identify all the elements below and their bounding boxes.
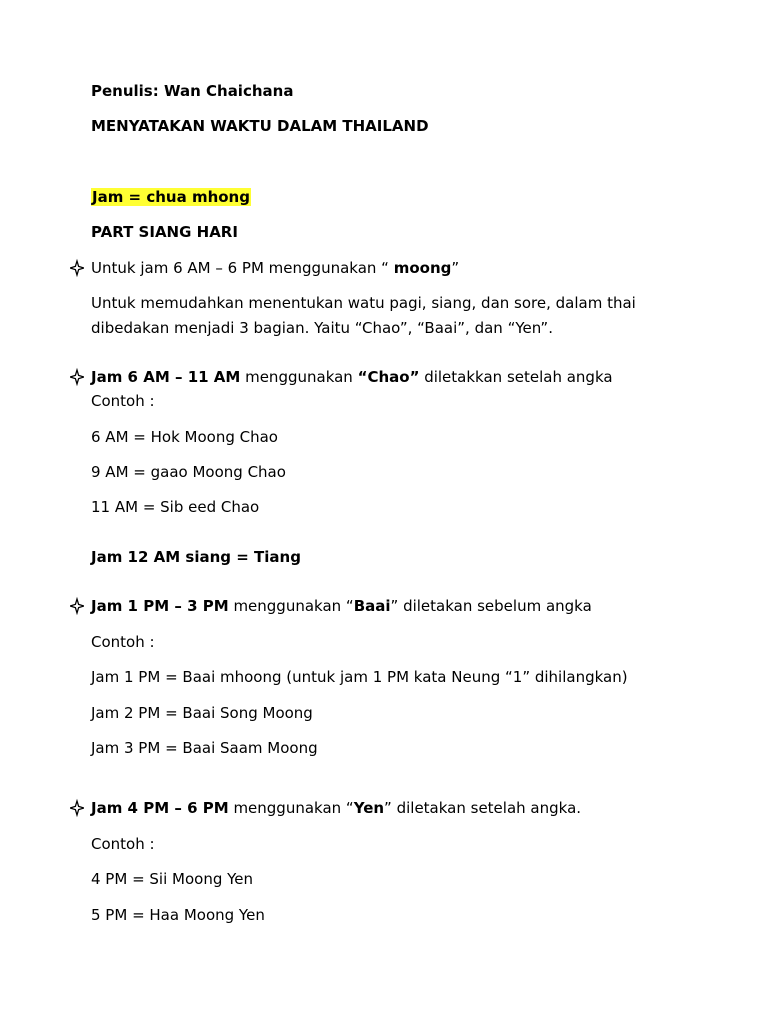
yen-example: 4 PM = Sii Moong Yen (91, 870, 254, 888)
chao-bullet (91, 367, 613, 387)
highlighted-text: Jam = chua mhong (92, 188, 250, 206)
baai-mid: menggunakan “ (228, 597, 354, 615)
intro-para-line-1: Untuk memudahkan menentukan watu pagi, siang, dan sore, dalam thai (91, 294, 636, 312)
four-point-star-bullet-icon (70, 258, 84, 278)
chao-example: 11 AM = Sib eed Chao (91, 498, 260, 516)
author-name: Wan Chaichana (163, 82, 294, 100)
author-label: Penulis: (91, 82, 159, 100)
yen-contoh: Contoh : (91, 835, 155, 853)
four-point-star-bullet-icon (70, 596, 84, 616)
baai-word: Baai (353, 597, 391, 615)
baai-example: Jam 1 PM = Baai mhoong (untuk jam 1 PM kata Neung “1” dihilangkan) (91, 668, 628, 686)
four-point-star-bullet-icon (70, 798, 84, 818)
yen-range: Jam 4 PM – 6 PM (91, 799, 229, 817)
document-title: MENYATAKAN WAKTU DALAM THAILAND (91, 117, 429, 135)
intro-para-line-2: dibedakan menjadi 3 bagian. Yaitu “Chao”, “Baai”, dan “Yen”. (91, 319, 553, 337)
intro-bullet (91, 258, 459, 278)
chao-range: Jam 6 AM – 11 AM (91, 368, 241, 386)
tiang-line: Jam 12 AM siang = Tiang (91, 548, 301, 566)
intro-word: moong (393, 259, 452, 277)
baai-example: Jam 3 PM = Baai Saam Moong (91, 739, 318, 757)
chao-word: “Chao” (357, 368, 420, 386)
chao-example: 6 AM = Hok Moong Chao (91, 428, 278, 446)
four-point-star-bullet-icon (70, 367, 84, 387)
baai-example: Jam 2 PM = Baai Song Moong (91, 704, 313, 722)
chao-post: diletakkan setelah angka (419, 368, 613, 386)
baai-post: ” diletakan sebelum angka (390, 597, 592, 615)
baai-range: Jam 1 PM – 3 PM (91, 597, 229, 615)
yen-example: 5 PM = Haa Moong Yen (91, 906, 265, 924)
yen-word: Yen (353, 799, 385, 817)
yen-post: ” diletakan setelah angka. (384, 799, 582, 817)
baai-contoh: Contoh : (91, 633, 155, 651)
jam-definition (91, 187, 251, 207)
baai-bullet (91, 596, 592, 616)
intro-pre: Untuk jam 6 AM – 6 PM menggunakan “ (91, 259, 394, 277)
author-line (91, 81, 293, 101)
chao-mid: menggunakan (240, 368, 358, 386)
chao-contoh: Contoh : (91, 392, 155, 410)
yen-mid: menggunakan “ (228, 799, 354, 817)
part-heading: PART SIANG HARI (91, 223, 238, 241)
chao-example: 9 AM = gaao Moong Chao (91, 463, 286, 481)
intro-post: ” (451, 259, 460, 277)
yen-bullet (91, 798, 581, 818)
